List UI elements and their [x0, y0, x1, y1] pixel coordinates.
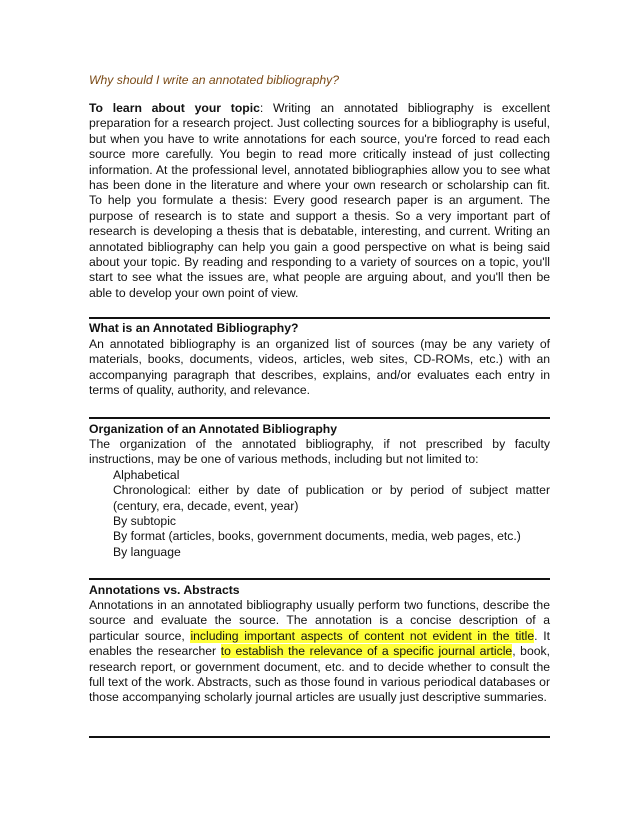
- list-item: Chronological: either by date of publication or by period of subject matter (century, era, decade, event, year): [113, 483, 550, 513]
- list-item: By subtopic: [113, 514, 177, 529]
- organization-list: [89, 468, 550, 560]
- divider-4: [89, 736, 550, 738]
- section3-paragraph: [89, 598, 550, 706]
- divider-2: [89, 417, 550, 419]
- section2-heading: Organization of an Annotated Bibliography: [89, 422, 338, 436]
- subtitle: Why should I write an annotated bibliography?: [89, 73, 339, 87]
- list-item: By format (articles, books, government documents, media, web pages, etc.): [113, 529, 521, 544]
- intro-paragraph: [89, 101, 550, 301]
- section3-text-a: Annotations in an annotated bibliography usually perform two functions, describe the source and evaluate the source. The annotation is a concise description of a particular source,: [89, 598, 550, 643]
- intro-text: : Writing an annotated bibliography is excellent preparation for a research project. Just collecting sources for a bibliography is useful, but when you have to write annotations for each source, you're forced to read each source more carefully. You begin to read more critically instead of just collecting information. At the professional level, annotated bibliographies allow you to see what has been done in the literature and where your own research or scholarship can fit. To help you formulate a thesis: Every good research paper is an argument. The purpose of research is to state and support a thesis. So a very important part of research is developing a thesis that is debatable, interesting, and current. Writing an annotated bibliography can help you gain a good perspective on what is being said about your topic. By reading and responding to a variety of sources on a topic, you'll start to see what the issues are, what people are arguing about, and you'll then be able to develop your own point of view.: [89, 101, 550, 300]
- section3-text-b: . It enables the researcher: [89, 628, 551, 659]
- divider-1: [89, 317, 550, 319]
- section1-heading: What is an Annotated Bibliography?: [89, 321, 299, 335]
- divider-3: [89, 578, 550, 580]
- highlight-2: to establish the relevance of a specific journal article: [220, 644, 513, 659]
- section2-body: [89, 437, 550, 560]
- highlight-1: including important aspects of content not evident in the title: [190, 628, 535, 643]
- list-item: Alphabetical: [113, 467, 180, 482]
- intro-lead: To learn about your topic: [89, 101, 260, 115]
- list-item: By language: [113, 544, 181, 559]
- section3-text-c: , book, research report, or government document, etc. and to decide whether to consult the full text of the work. Abstracts, such as those found in various periodical databases or those accompanying scholarly journal articles are usually just descriptive summaries.: [89, 644, 551, 705]
- section3-heading: Annotations vs. Abstracts: [89, 583, 240, 597]
- section2-paragraph: The organization of the annotated bibliography, if not prescribed by faculty instructions, may be one of various methods, including but not limited to:: [89, 437, 550, 467]
- section1-paragraph: An annotated bibliography is an organized list of sources (may be any variety of materials, books, documents, videos, articles, web sites, CD-ROMs, etc.) with an accompanying paragraph that describes, explains, and/or evaluates each entry in terms of quality, authority, and relevance.: [89, 337, 550, 398]
